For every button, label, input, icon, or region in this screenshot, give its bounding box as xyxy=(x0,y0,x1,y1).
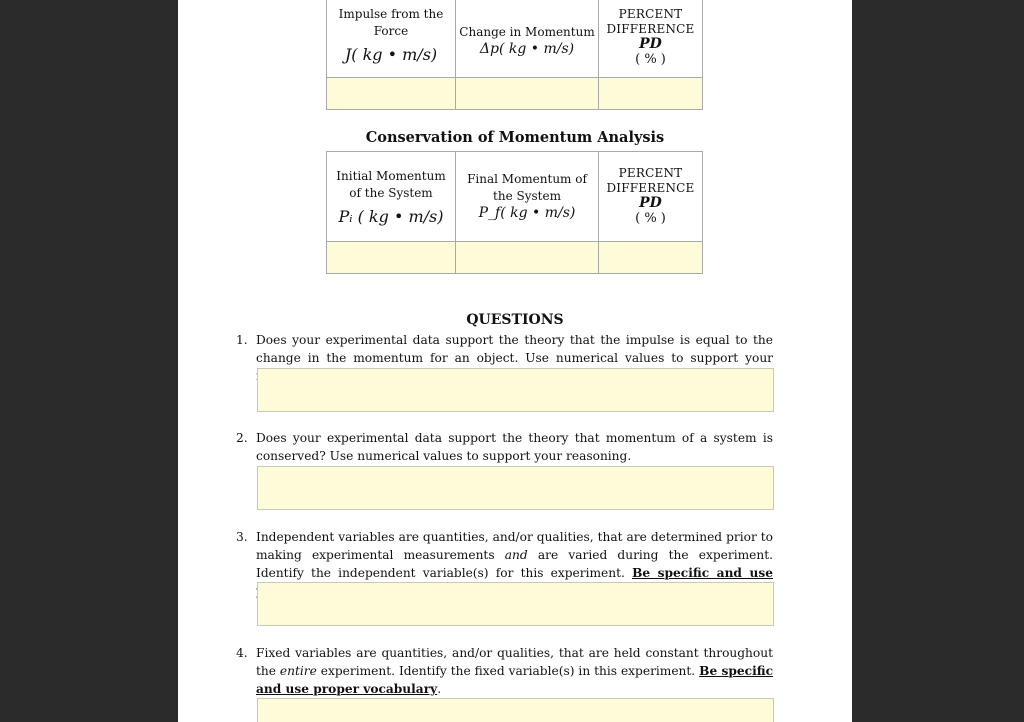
question-2-answer-box[interactable] xyxy=(257,466,774,510)
pd-label-percent: PERCENT xyxy=(618,6,683,21)
final-momentum-unit: P_f( kg • m/s) xyxy=(478,205,576,221)
pd-symbol: PD xyxy=(639,35,662,52)
pd2-answer-cell[interactable] xyxy=(599,242,703,274)
question-4-answer-box[interactable] xyxy=(257,698,774,722)
question-4 xyxy=(236,644,773,698)
question-4-period: . xyxy=(437,682,442,696)
momentum-change-unit: Δp( kg • m/s) xyxy=(479,41,575,57)
momentum-change-label: Change in Momentum xyxy=(459,25,595,39)
pd-percent-unit: ( % ) xyxy=(635,51,666,67)
question-1-number: 1. xyxy=(236,333,248,347)
initial-momentum-unit: Pᵢ ( kg • m/s) xyxy=(338,207,444,226)
impulse-label: Impulse from the Force xyxy=(338,6,444,38)
pd-label-difference: DIFFERENCE xyxy=(606,21,695,36)
initial-momentum-header xyxy=(327,152,456,242)
section-title: Conservation of Momentum Analysis xyxy=(365,129,665,146)
initial-momentum-answer-cell[interactable] xyxy=(327,242,456,274)
question-1-answer-box[interactable] xyxy=(257,368,774,412)
impulse-answer-cell[interactable] xyxy=(327,78,456,110)
pd2-label-percent: PERCENT xyxy=(618,166,683,180)
pd2-symbol: PD xyxy=(639,195,662,211)
initial-momentum-label: Initial Momentum of the System xyxy=(336,169,446,200)
final-momentum-label: Final Momentum of the System xyxy=(467,172,587,203)
question-4-text xyxy=(256,644,773,698)
question-1-text: Does your experimental data support the theory that the impulse is equal to the change in the momentum for an object. Use numerical values to support your xyxy=(256,333,773,365)
percent-difference-header-2 xyxy=(599,152,703,242)
pd-answer-cell[interactable] xyxy=(599,78,703,110)
question-2-number: 2. xyxy=(236,431,248,445)
question-3-instruction: Be specific and use xyxy=(632,566,773,580)
question-4-number: 4. xyxy=(236,646,248,660)
question-3-emphasis-and: and xyxy=(504,548,528,562)
question-4-instruction: Be specific and use proper vocabulary xyxy=(256,664,773,696)
pd2-percent-unit: ( % ) xyxy=(635,211,666,226)
question-3-answer-box[interactable] xyxy=(257,582,774,626)
percent-difference-header xyxy=(599,0,703,78)
question-3-number: 3. xyxy=(236,530,248,544)
final-momentum-answer-cell[interactable] xyxy=(456,242,599,274)
impulse-table xyxy=(326,0,703,110)
question-4-text-a: Fixed variables are quantities, and/or qualities, that are held constant throughout the xyxy=(256,646,773,678)
momentum-change-header xyxy=(456,0,599,78)
question-4-text-b: experiment. Identify the fixed variable(s) in this experiment. xyxy=(316,664,700,678)
worksheet-page xyxy=(178,0,852,722)
pd2-label-difference: DIFFERENCE xyxy=(606,181,695,195)
question-3-text-a: Independent variables are quantities, and/or qualities, that are determined prior to making experimental measurements xyxy=(256,530,773,562)
final-momentum-header xyxy=(456,152,599,242)
momentum-change-answer-cell[interactable] xyxy=(456,78,599,110)
impulse-unit: J( kg • m/s) xyxy=(344,44,438,64)
question-4-emphasis-entire: entire xyxy=(279,664,317,678)
question-2-text: Does your experimental data support the theory that momentum of a system is conserved? Use numerical values to support your reasoning. xyxy=(256,431,773,463)
questions-title: QUESTIONS xyxy=(466,312,564,328)
conservation-table xyxy=(326,151,703,274)
question-2 xyxy=(236,429,773,465)
question-3-text-b: are varied during the experiment. Identify the independent variable(s) for this experiment. xyxy=(256,548,773,580)
impulse-header xyxy=(327,0,456,78)
